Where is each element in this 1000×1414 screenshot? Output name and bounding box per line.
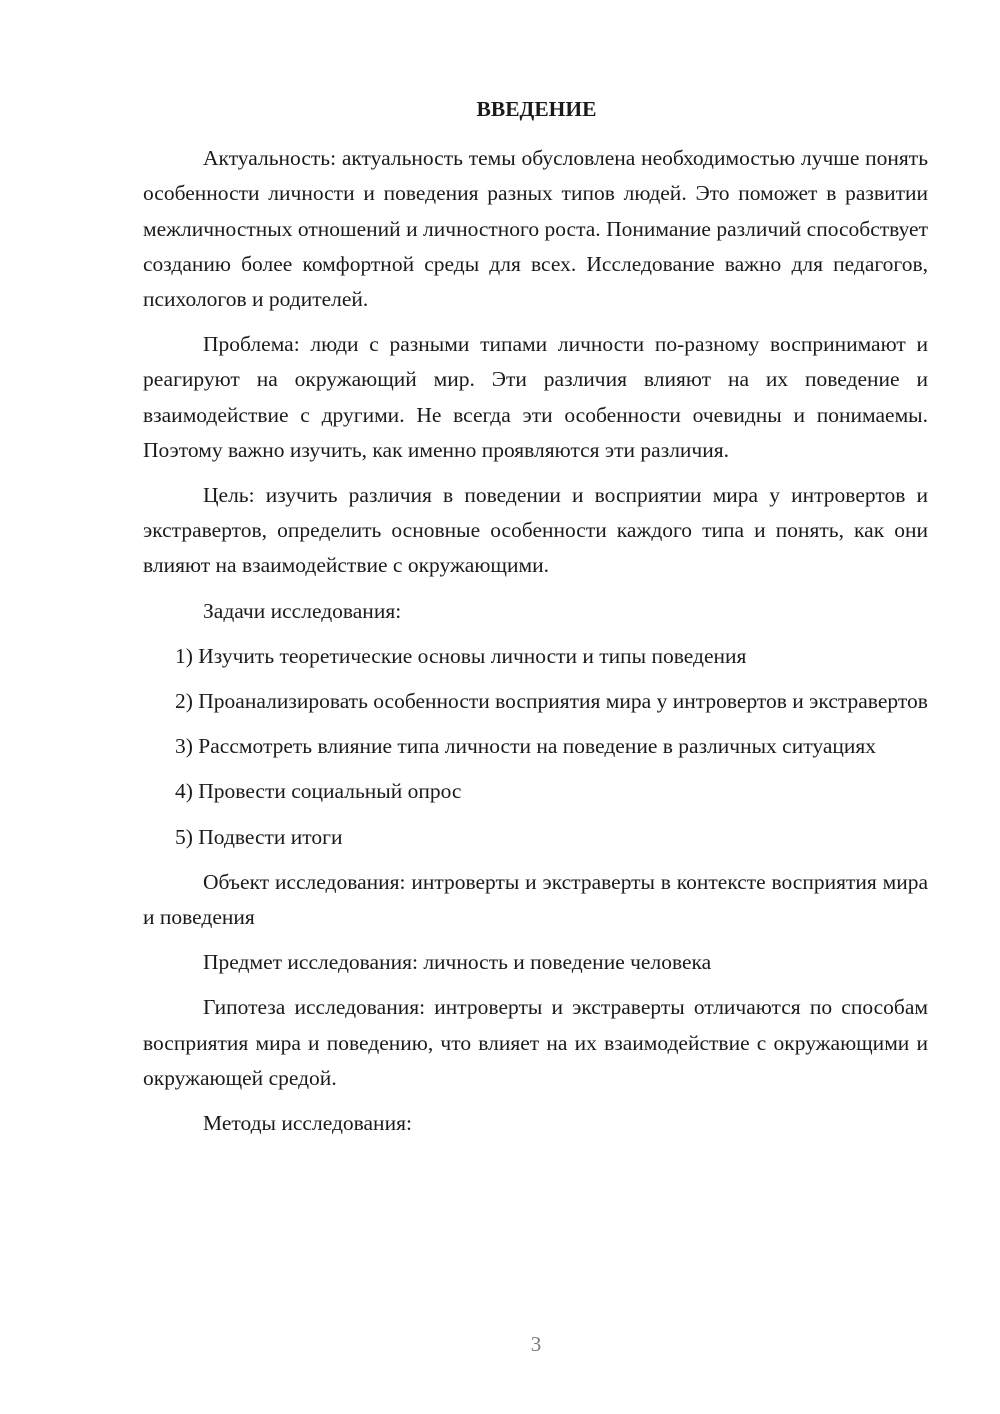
task-item-1: 1) Изучить теоретические основы личности и типы поведения xyxy=(175,643,747,668)
goal-paragraph: Цель: изучить различия в поведении и восприятии мира у интровертов и экстравертов, определить основные особенности каждого типа и понять, как они влияют на взаимодействие с окружающими. xyxy=(143,483,928,578)
problem-paragraph: Проблема: люди с разными типами личности по-разному воспринимают и реагируют на окружающий мир. Эти различия влияют на их поведение и взаимодействие с другими. Не всегда эти особенности очевидны и понимаемы. Поэтому важно изучить, как именно проявляются эти различия. xyxy=(143,332,928,462)
page-number: 3 xyxy=(530,1332,542,1356)
task-item-5: 5) Подвести итоги xyxy=(175,824,343,849)
hypothesis-paragraph: Гипотеза исследования: интроверты и экстраверты отличаются по способам восприятия мира и поведению, что влияет на их взаимодействие с окружающими и окружающей средой. xyxy=(143,995,928,1090)
task-item-4: 4) Провести социальный опрос xyxy=(175,779,462,804)
tasks-title: Задачи исследования: xyxy=(203,598,402,623)
methods-paragraph: Методы исследования: xyxy=(203,1111,412,1136)
relevance-paragraph: Актуальность: актуальность темы обусловлена необходимостью лучше понять особенности личности и поведения разных типов людей. Это поможет в развитии межличностных отношений и личностного роста. Понимание различий способствует созданию более комфортной среды для всех. Исследование важно для педагогов, психологов и родителей. xyxy=(143,146,928,312)
task-item-3: 3) Рассмотреть влияние типа личности на поведение в различных ситуациях xyxy=(175,734,877,759)
task-item-2: 2) Проанализировать особенности восприятия мира у интровертов и экстравертов xyxy=(175,689,928,714)
document-page xyxy=(143,92,928,1151)
subject-paragraph: Предмет исследования: личность и поведение человека xyxy=(203,950,712,975)
object-paragraph: Объект исследования: интроверты и экстраверты в контексте восприятия мира и поведения xyxy=(143,869,928,930)
section-heading: ВВЕДЕНИЕ xyxy=(476,97,597,121)
